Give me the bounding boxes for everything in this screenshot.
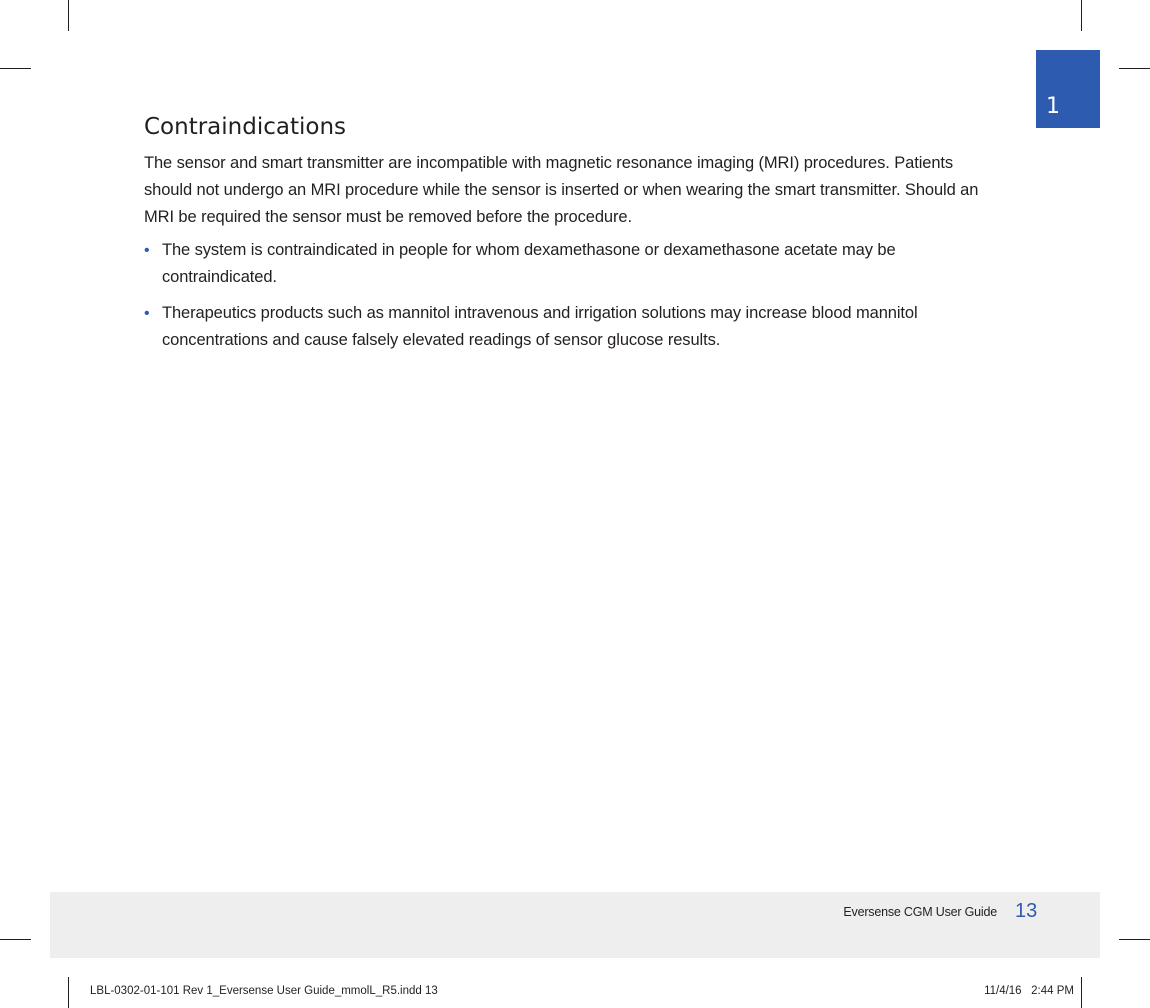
crop-mark-top-left (68, 0, 69, 31)
slug-file-info: LBL-0302-01-101 Rev 1_Eversense User Guide_mmolL_R5.indd 13 (90, 985, 438, 997)
crop-mark-bottom-right (1081, 977, 1082, 1008)
contraindication-list (144, 237, 1004, 354)
slug-timestamp: 11/4/16 2:44 PM (984, 985, 1074, 997)
section-body (144, 150, 1004, 363)
bullet-icon: • (144, 242, 150, 259)
crop-mark-right-bottom (1119, 939, 1150, 940)
chapter-number: 1 (1046, 94, 1060, 119)
crop-mark-left-bottom (0, 939, 31, 940)
crop-mark-top-right (1081, 0, 1082, 31)
intro-paragraph: The sensor and smart transmitter are incompatible with magnetic resonance imaging (MRI) procedures. Patients should not undergo an MRI procedure while the sensor is inserted or when wearing the smart transmitter. Should an MRI be required the sensor must be removed before the procedure. (144, 154, 979, 226)
list-item (144, 237, 962, 291)
section-heading: Contraindications (144, 114, 347, 140)
crop-mark-bottom-left (68, 977, 69, 1008)
crop-mark-right-top (1119, 68, 1150, 69)
crop-mark-left-top (0, 68, 31, 69)
list-item (144, 300, 962, 354)
list-item-text: The system is contraindicated in people for whom dexamethasone or dexamethasone acetate may be contraindicated. (162, 241, 896, 286)
bullet-icon: • (144, 305, 150, 322)
page-number: 13 (1015, 900, 1038, 922)
footer-guide-title: Eversense CGM User Guide (843, 905, 997, 919)
list-item-text: Therapeutics products such as mannitol intravenous and irrigation solutions may increase blood mannitol concentrations and cause falsely elevated readings of sensor glucose results. (162, 304, 918, 349)
